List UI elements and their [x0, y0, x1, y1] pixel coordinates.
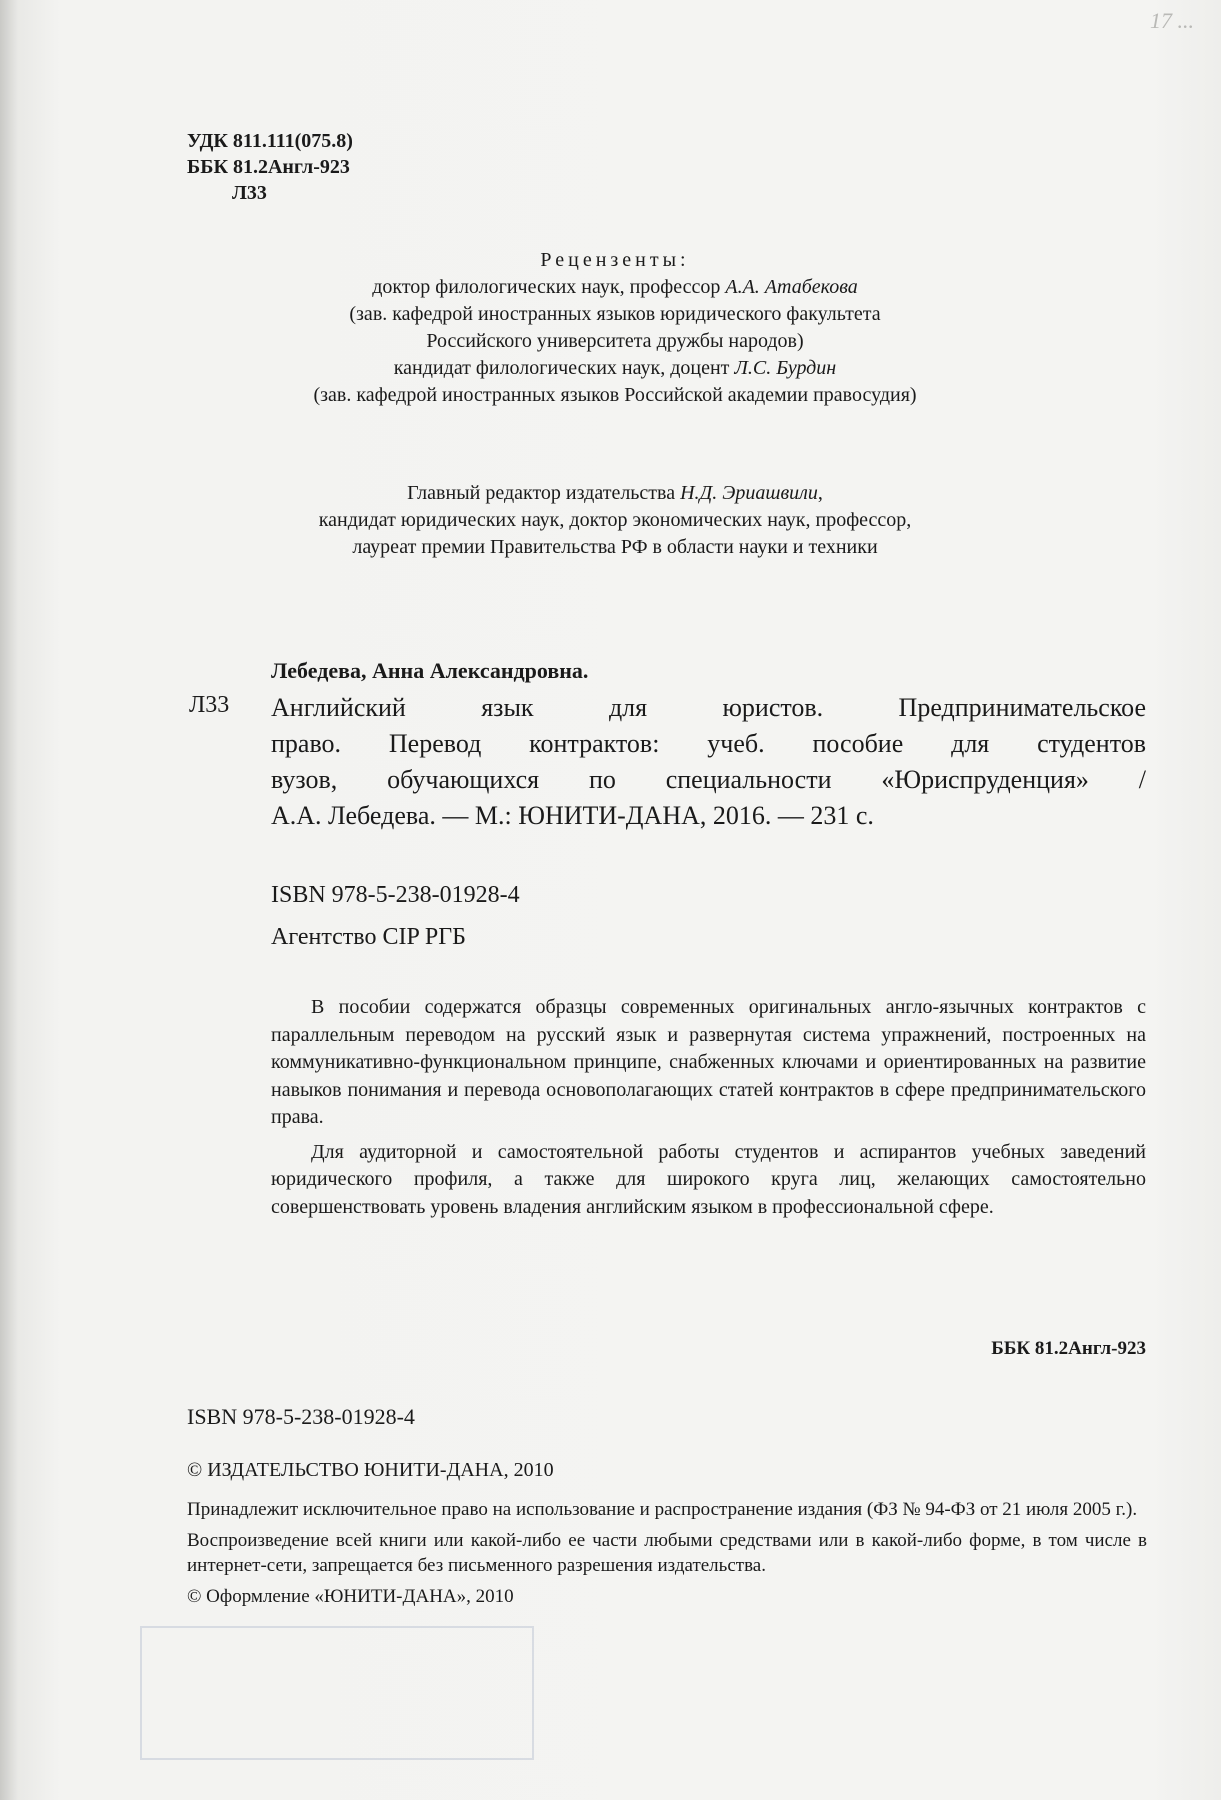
reviewer-2-title: кандидат филологических наук, доцент [393, 357, 735, 379]
publisher-copyright: © ИЗДАТЕЛЬСТВО ЮНИТИ-ДАНА, 2010 [187, 1459, 554, 1481]
reviewers-heading: Рецензенты: [540, 249, 690, 271]
bbk-code: ББК 81.2Англ-923 [187, 156, 350, 178]
title-line: Английский язык для юристов. Предпринимательское [271, 693, 1146, 722]
reproduction-notice: Воспроизведение всей книги или какой-либо ее части любыми средствами или в какой-либо форме, в том числе в интернет-сети, запрещается без письменного разрешения издательства. [187, 1530, 1147, 1576]
editor-title: Главный редактор издательства [407, 482, 681, 504]
isbn-bottom: ISBN 978-5-238-01928-4 [187, 1404, 415, 1429]
editor-name: Н.Д. Эриашвили [680, 482, 818, 504]
udk-code: УДК 811.111(075.8) [187, 130, 353, 152]
isbn-top: ISBN 978-5-238-01928-4 [271, 882, 520, 908]
pencil-note: 17 ... [1150, 8, 1194, 33]
reviewer-1-affiliation-2: Российского университета дружбы народов) [426, 330, 804, 352]
editor-block [150, 480, 1080, 561]
abstract-paragraph-1: В пособии содержатся образцы современных оригинальных англо-язычных контрактов с параллельным переводом на русский язык и развернутая система упражнений, построенных на коммуникативно-функциональном принципе, снабженных ключами и ориентированных на развитие навыков понимания и перевода основополагающих статей контрактов в сфере предпринимательского права. [271, 996, 1146, 1128]
editor-line-1: Главный редактор издательства Н.Д. Эриашвили, [407, 482, 823, 504]
reviewers-block [150, 247, 1080, 409]
title-line: право. Перевод контрактов: учеб. пособие для студентов [271, 729, 1146, 758]
abstract-paragraph-2: Для аудиторной и самостоятельной работы студентов и аспирантов учебных заведений юридического профиля, а также для широкого круга лиц, желающих самостоятельно совершенствовать уровень владения английским языком в профессиональной сфере. [271, 1140, 1146, 1218]
title-line: А.А. Лебедева. — М.: ЮНИТИ-ДАНА, 2016. — 231 с. [271, 801, 874, 830]
copyright-block [187, 1458, 1147, 1615]
rights-notice: Принадлежит исключительное право на использование и распространение издания (ФЗ № 94-ФЗ от 21 июля 2005 г.). [187, 1499, 1138, 1520]
bbk-bottom: ББК 81.2Англ-923 [991, 1338, 1146, 1359]
reviewer-2 [150, 355, 1080, 382]
reviewer-1 [150, 274, 1080, 301]
reviewer-1-title: доктор филологических наук, профессор [372, 276, 726, 298]
book-title [271, 690, 1146, 834]
editor-line-3: лауреат премии Правительства РФ в области науки и техники [352, 536, 878, 558]
editor-line-2: кандидат юридических наук, доктор экономических наук, профессор, [318, 509, 912, 531]
reviewer-2-affiliation: (зав. кафедрой иностранных языков Российской академии правосудия) [313, 384, 917, 406]
book-author: Лебедева, Анна Александровна. [271, 658, 589, 683]
reviewer-1-affiliation-1: (зав. кафедрой иностранных языков юридического факультета [349, 303, 881, 325]
author-mark: Л33 [232, 182, 267, 204]
reviewer-2-name: Л.С. Бурдин [734, 357, 837, 379]
design-copyright: © Оформление «ЮНИТИ-ДАНА», 2010 [187, 1586, 514, 1607]
abstract [271, 994, 1146, 1228]
title-line: вузов, обучающихся по специальности «Юриспруденция» / [271, 765, 1146, 794]
library-stamp [140, 1626, 534, 1760]
reviewer-1-name: А.А. Атабекова [725, 276, 858, 298]
classification-block [187, 128, 353, 206]
book-code: Л33 [189, 692, 230, 718]
cip-agency: Агентство CIP РГБ [271, 924, 466, 950]
